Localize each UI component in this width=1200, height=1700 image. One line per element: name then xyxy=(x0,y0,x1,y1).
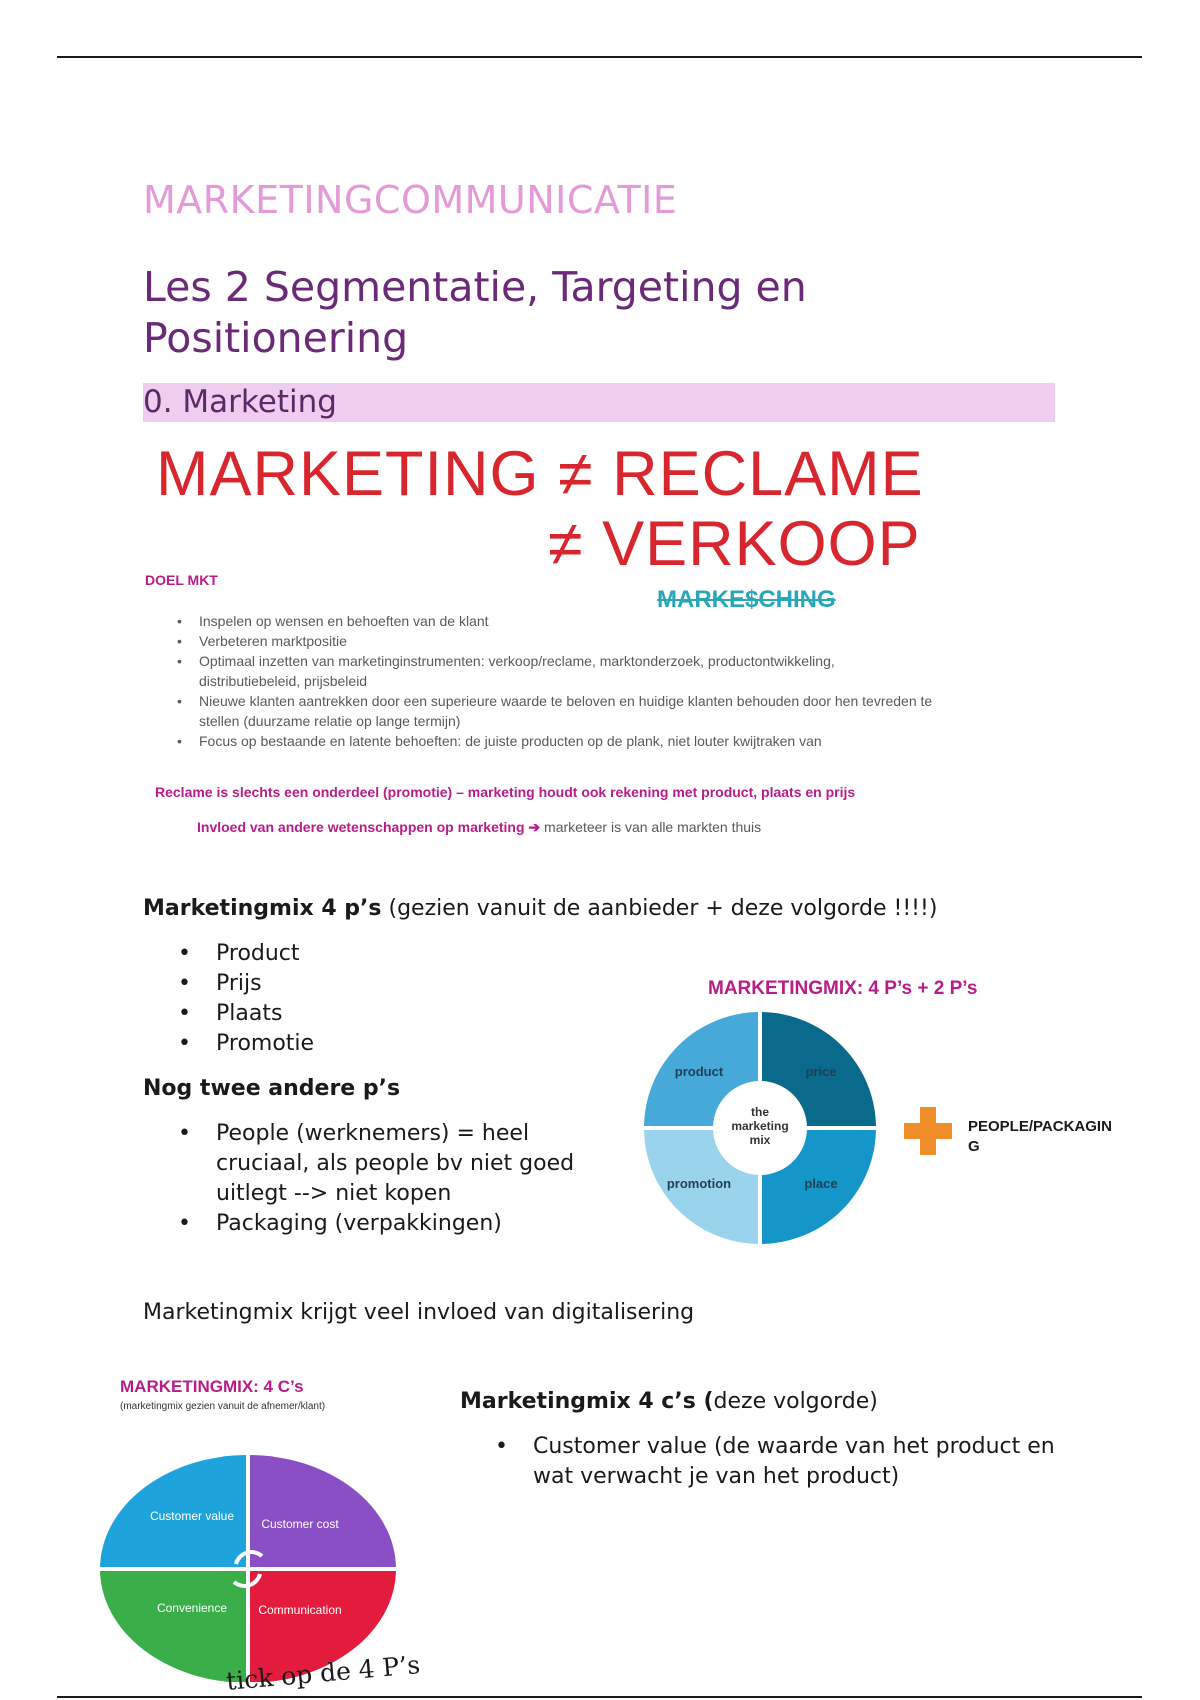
doel-item: • Focus op bestaande en latente behoeften: de juiste producten op de plank, niet louter kwijtraken van xyxy=(177,731,937,751)
mix4p-subheading xyxy=(143,1076,400,1101)
label-price: price xyxy=(805,1064,837,1079)
course-title: MARKETINGCOMMUNICATIE xyxy=(143,178,678,222)
diagram4p xyxy=(640,1008,880,1248)
note-invloed xyxy=(197,819,761,836)
doel-item: • Nieuwe klanten aantrekken door een superieure waarde te beloven en huidige klanten behouden door hen tevreden te stellen (duurzame relatie op lange termijn) xyxy=(177,691,937,731)
mix4p-item: • Prijs xyxy=(143,969,563,999)
mix4p-list xyxy=(143,939,563,1059)
label-customer-cost: Customer cost xyxy=(261,1517,339,1531)
mix4p-extra-item: • Packaging (verpakkingen) xyxy=(143,1209,583,1239)
label-customer-value: Customer value xyxy=(149,1509,235,1523)
mix4c-heading xyxy=(460,1389,878,1414)
headline-line1: MARKETING ≠ RECLAME xyxy=(156,439,924,509)
center-text-line1: the xyxy=(751,1105,769,1119)
mix4c-heading-bold: Marketingmix 4 c’s ( xyxy=(460,1389,714,1414)
mix4p-heading-bold: Marketingmix 4 p’s xyxy=(143,896,382,921)
label-product: product xyxy=(674,1064,724,1079)
strikethrough-word: MARKE$CHING xyxy=(657,586,836,613)
mix4p-extra-item: • People (werknemers) = heel cruciaal, als people bv niet goed uitlegt --> niet kopen xyxy=(143,1119,583,1209)
diagram4c-subtitle: (marketingmix gezien vanuit de afnemer/klant) xyxy=(120,1401,326,1412)
bottom-rule xyxy=(57,1696,1142,1698)
doel-label: DOEL MKT xyxy=(145,572,218,588)
quadrant-customer-cost xyxy=(248,1455,396,1569)
section-heading: 0. Marketing xyxy=(143,384,337,420)
label-communication: Communication xyxy=(258,1603,342,1617)
mix4p-subheading-text: Nog twee andere p’s xyxy=(143,1076,401,1101)
mix4c-heading-rest: deze volgorde) xyxy=(713,1389,878,1414)
mix4p-item: • Plaats xyxy=(143,999,563,1029)
doel-item: • Verbeteren marktpositie xyxy=(177,631,937,651)
label-convenience: Convenience xyxy=(156,1601,228,1615)
mix4c-list xyxy=(460,1432,1060,1492)
mix4c-item: • Customer value (de waarde van het product en wat verwacht je van het product) xyxy=(460,1432,1060,1492)
diagram4c xyxy=(100,1452,400,1682)
label-place: place xyxy=(804,1176,838,1191)
lesson-title: Les 2 Segmentatie, Targeting en Positionering xyxy=(143,263,807,362)
label-promotion: promotion xyxy=(666,1176,732,1191)
center-text-line3: mix xyxy=(749,1133,771,1147)
center-text-line2: marketing xyxy=(731,1119,789,1133)
handwritten-note: tick op de 4 P’s xyxy=(225,1650,422,1696)
mix4p-item: • Promotie xyxy=(143,1029,563,1059)
mix4p-heading-rest: (gezien vanuit de aanbieder + deze volgorde !!!!) xyxy=(381,896,938,921)
people-packaging-label xyxy=(968,1117,1112,1157)
note-invloed-rest: marketeer is van alle markten thuis xyxy=(540,819,762,835)
quadrant-convenience xyxy=(100,1569,248,1682)
note-invloed-bold: Invloed van andere wetenschappen op marketing ➔ xyxy=(197,819,541,835)
top-rule xyxy=(57,56,1142,58)
plus-icon xyxy=(902,1105,954,1157)
doel-list xyxy=(177,611,937,751)
headline-line2: ≠ VERKOOP xyxy=(548,509,921,579)
doel-item: • Inspelen op wensen en behoeften van de klant xyxy=(177,611,937,631)
note-promotie: Reclame is slechts een onderdeel (promotie) – marketing houdt ook rekening met product, plaats en prijs xyxy=(155,784,856,800)
diagram4c-title: MARKETINGMIX: 4 C’s xyxy=(120,1377,304,1396)
mix4p-extra-list xyxy=(143,1119,583,1239)
mix4p-heading xyxy=(143,896,937,921)
diagram4p-title: MARKETINGMIX: 4 P’s + 2 P’s xyxy=(708,978,978,999)
people-packaging-line1: PEOPLE/PACKAGIN xyxy=(968,1118,1112,1135)
people-packaging-line2: G xyxy=(968,1138,980,1155)
mix4p-item: • Product xyxy=(143,939,563,969)
digital-note: Marketingmix krijgt veel invloed van digitalisering xyxy=(143,1300,695,1325)
doel-item: • Optimaal inzetten van marketinginstrumenten: verkoop/reclame, marktonderzoek, productontwikkeling, distributiebeleid, prijsbeleid xyxy=(177,651,937,691)
